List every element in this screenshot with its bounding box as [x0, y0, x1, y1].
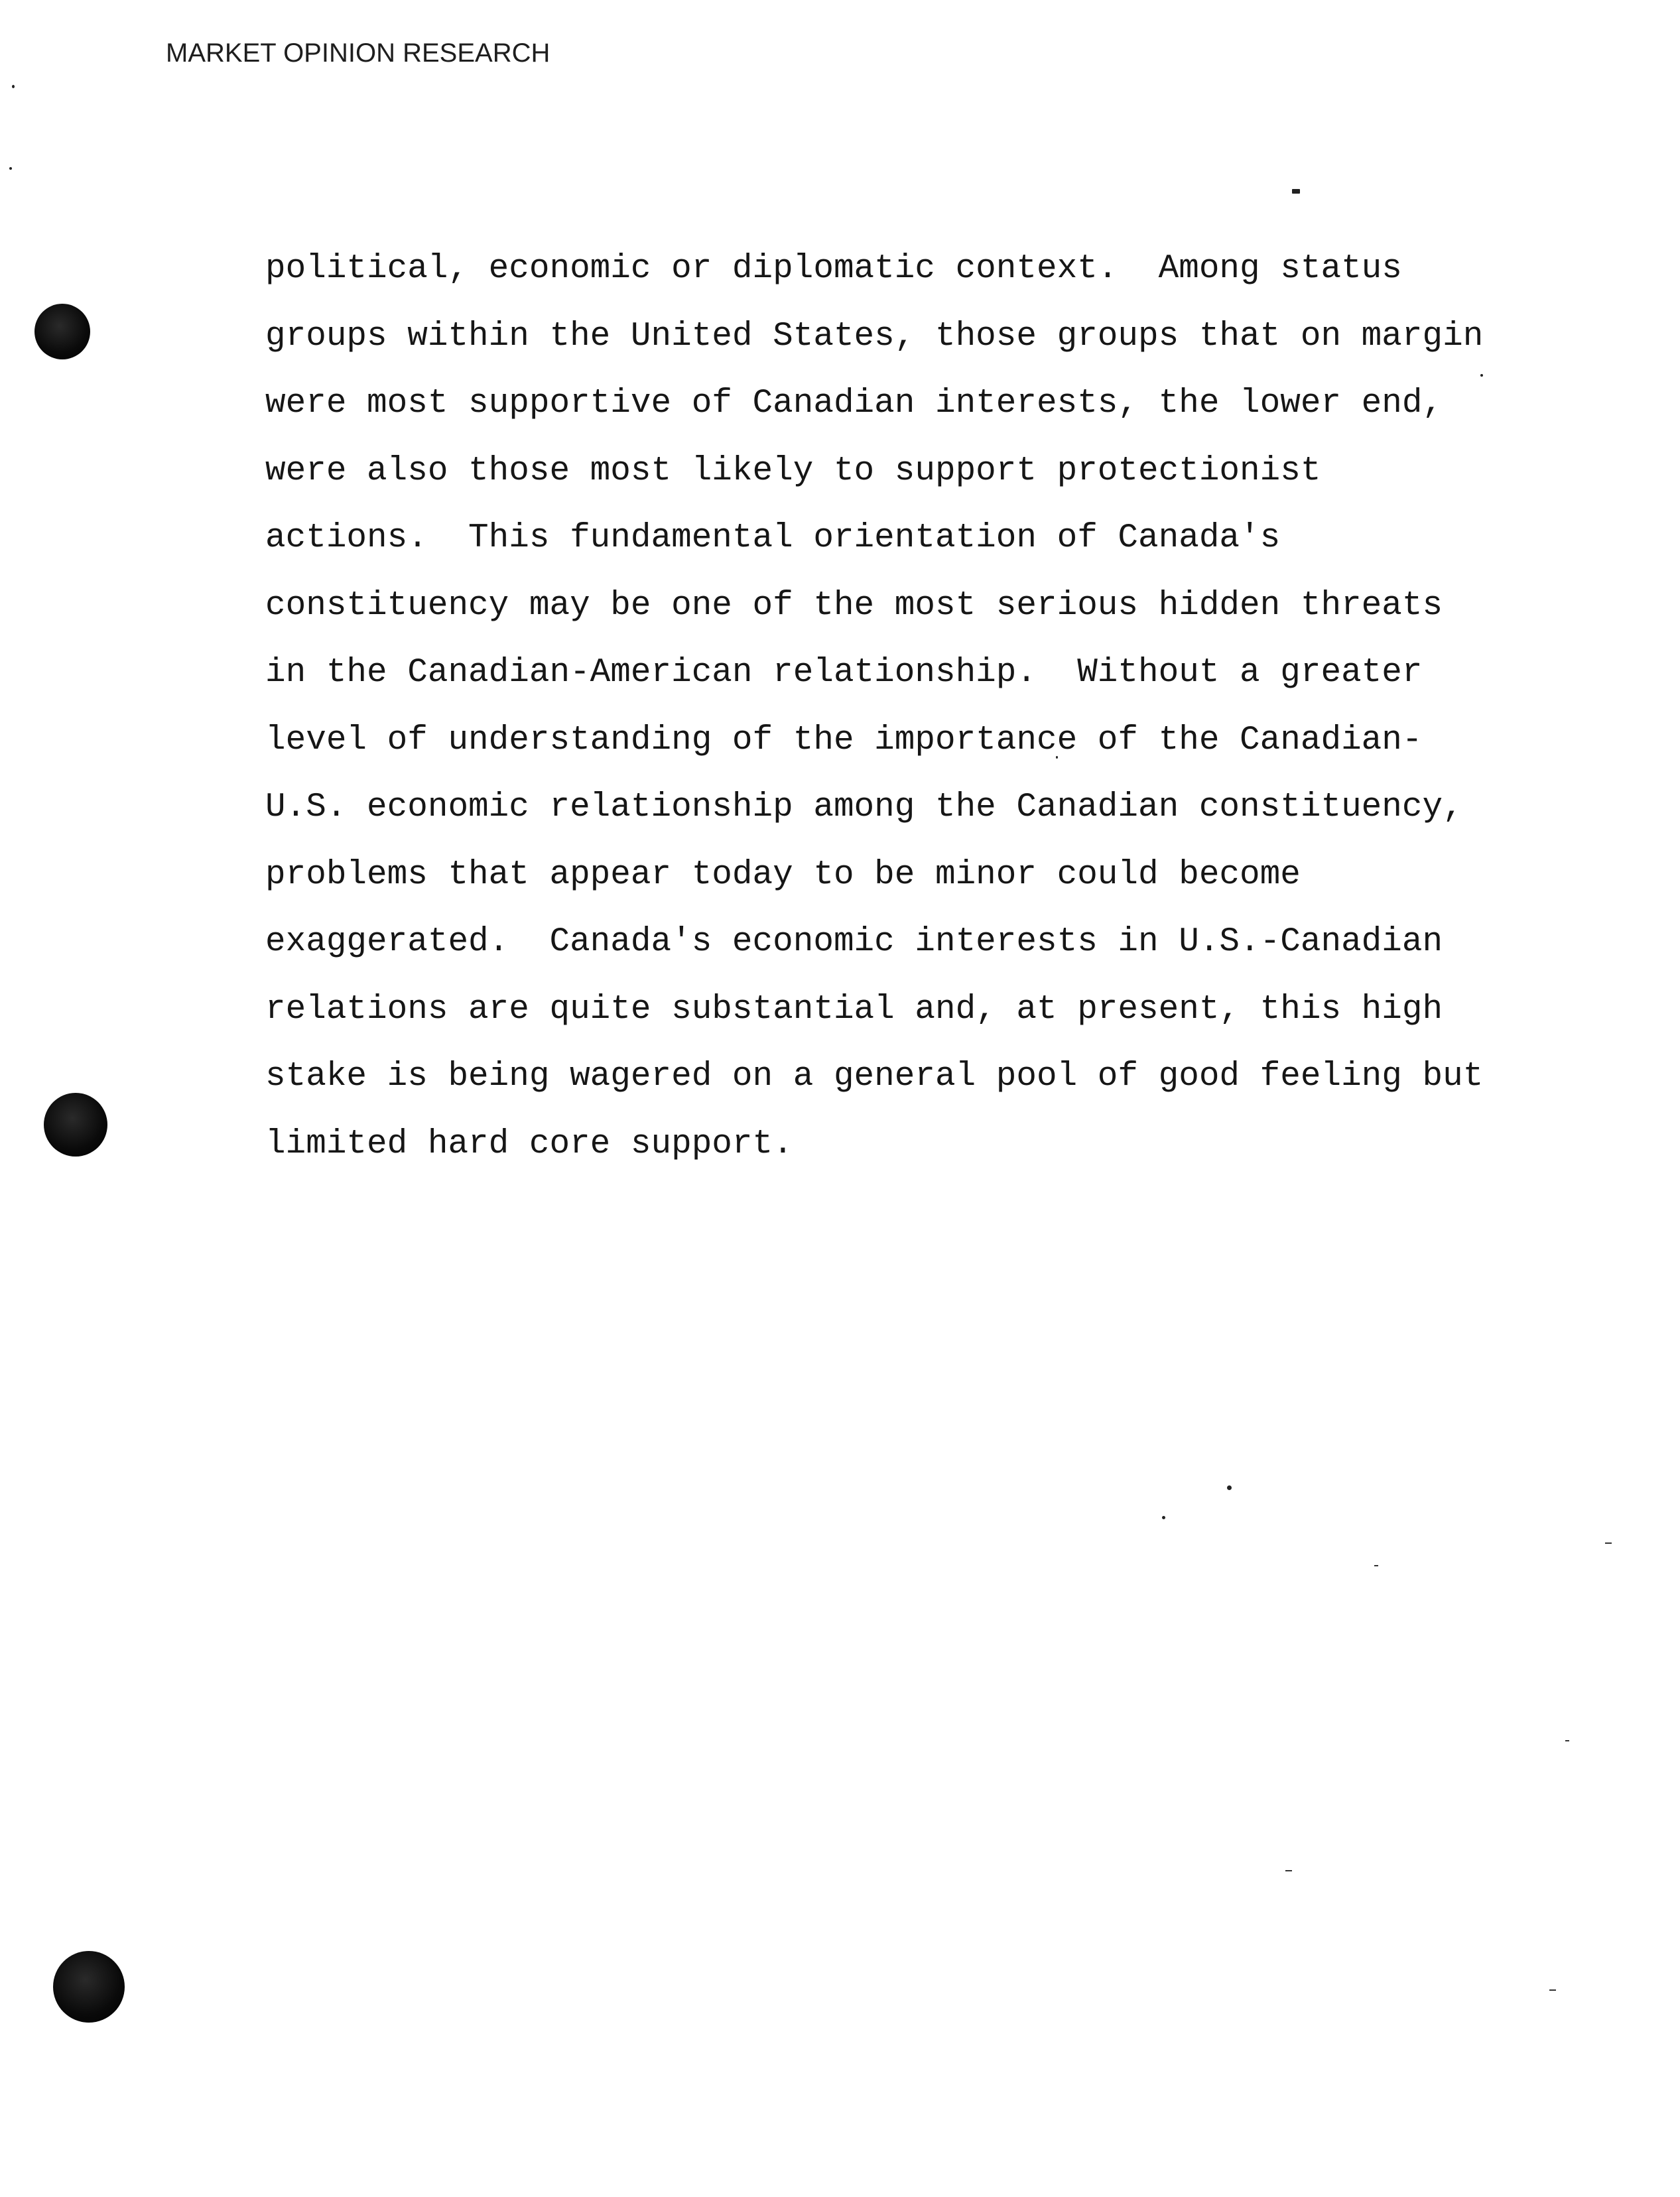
punch-hole-middle [44, 1093, 107, 1157]
scan-mark [1285, 1870, 1292, 1871]
body-line: actions. This fundamental orientation of Canada's [265, 519, 1281, 557]
scan-mark [1374, 1565, 1378, 1566]
body-line: level of understanding of the importance of the Canadian- [265, 721, 1423, 759]
punch-hole-bottom [53, 1951, 125, 2023]
body-line: groups within the United States, those groups that on margin [265, 317, 1484, 355]
scan-speck [1227, 1485, 1232, 1490]
body-line: political, economic or diplomatic context. Among status [265, 250, 1402, 288]
body-line: were most supportive of Canadian interests, the lower end, [265, 385, 1443, 422]
scan-speck [9, 167, 12, 170]
body-line: limited hard core support. [265, 1125, 793, 1163]
scan-mark [1565, 1740, 1569, 1741]
body-line: stake is being wagered on a general pool of good feeling but [265, 1058, 1484, 1096]
body-line: exaggerated. Canada's economic interests in U.S.-Canadian [265, 923, 1443, 961]
scan-mark [1605, 1542, 1612, 1544]
scan-mark [1549, 1989, 1556, 1991]
body-paragraph [265, 235, 1525, 1178]
body-line: were also those most likely to support protectionist [265, 452, 1321, 490]
body-line: U.S. economic relationship among the Canadian constituency, [265, 788, 1463, 826]
scan-speck [1162, 1516, 1165, 1519]
scan-speck [1292, 189, 1300, 194]
punch-hole-top [34, 304, 90, 359]
body-line: problems that appear today to be minor could become [265, 855, 1301, 894]
letterhead-organization: MARKET OPINION RESEARCH [166, 38, 550, 68]
body-line: constituency may be one of the most serious hidden threats [265, 586, 1443, 625]
scan-speck [12, 85, 15, 88]
body-line: in the Canadian-American relationship. Without a greater [265, 654, 1423, 692]
body-line: relations are quite substantial and, at present, this high [265, 990, 1443, 1029]
